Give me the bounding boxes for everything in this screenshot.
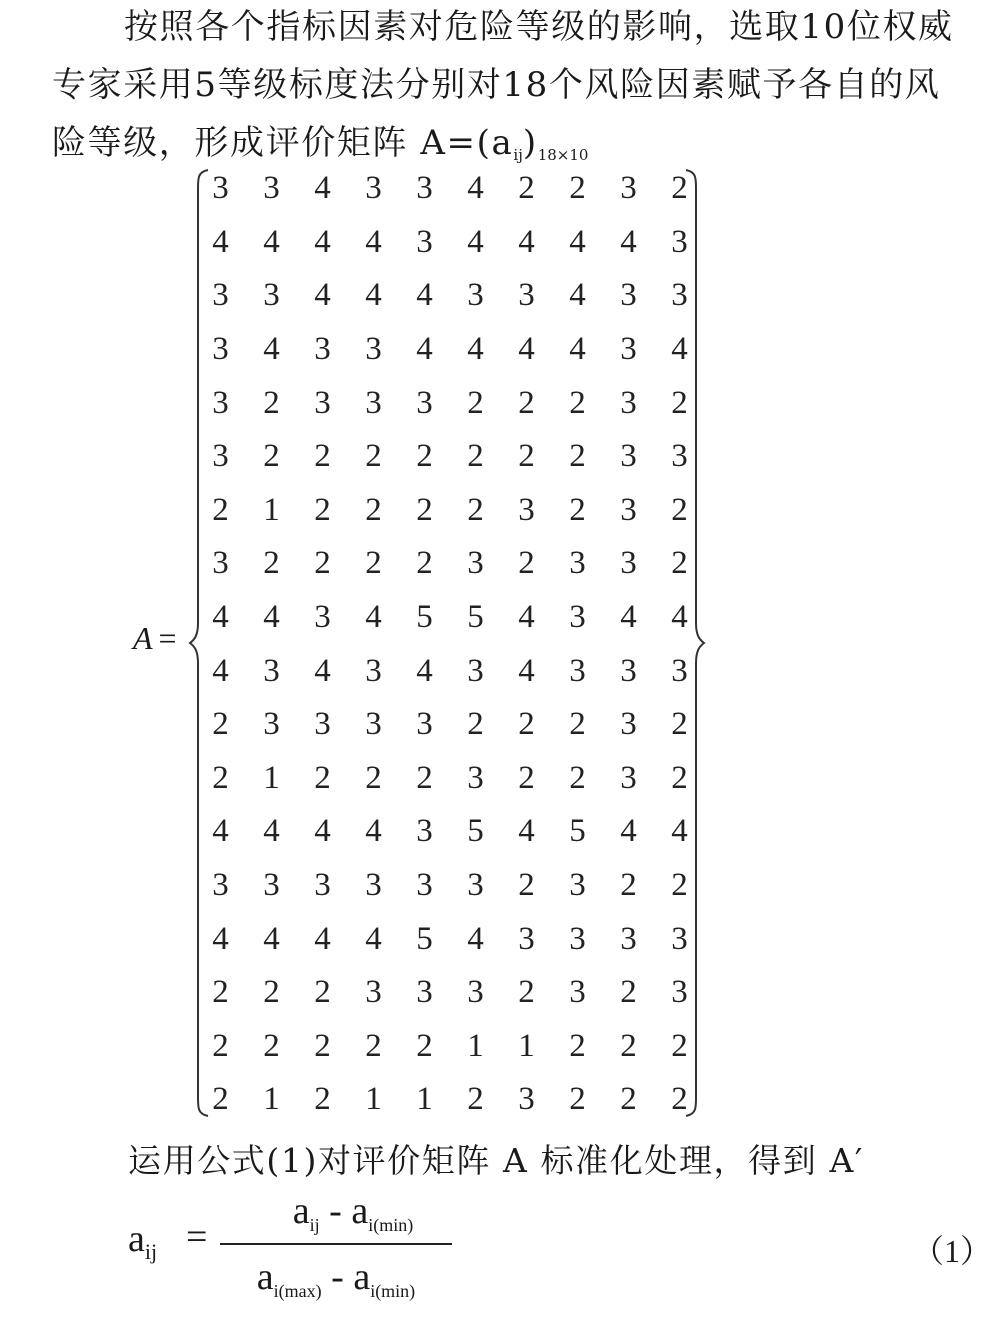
matrix-cell: 2 [263, 384, 280, 421]
matrix-cell: 3 [620, 331, 637, 368]
den-minus: - [321, 1256, 354, 1298]
matrix-cell: 3 [569, 545, 586, 582]
matrix-cell: 4 [314, 813, 331, 850]
matrix-cell: 2 [365, 491, 382, 528]
matrix-row [195, 644, 705, 698]
matrix-cell: 5 [569, 813, 586, 850]
matrix-cell: 3 [263, 867, 280, 904]
matrix-cell: 2 [467, 384, 484, 421]
matrix-cell: 4 [263, 599, 280, 636]
matrix-row [195, 269, 705, 323]
matrix-cell: 3 [569, 867, 586, 904]
matrix-cell: 3 [620, 545, 637, 582]
matrix-cell: 2 [518, 706, 535, 743]
matrix-cell: 3 [365, 652, 382, 689]
matrix-cell: 2 [314, 1027, 331, 1064]
matrix-row [195, 859, 705, 913]
matrix-cell: 2 [314, 545, 331, 582]
lhs-subscript: ij [144, 1239, 158, 1264]
matrix-cell: 2 [314, 974, 331, 1011]
matrix-cell: 3 [467, 277, 484, 314]
matrix-cell: 2 [671, 867, 688, 904]
matrix-cell: 2 [518, 438, 535, 475]
matrix-row [195, 966, 705, 1020]
matrix-cell: 4 [314, 277, 331, 314]
matrix-cell: 2 [518, 867, 535, 904]
matrix-cell: 2 [467, 491, 484, 528]
matrix-cell: 3 [314, 599, 331, 636]
matrix-cell: 3 [620, 652, 637, 689]
matrix-cell: 3 [263, 277, 280, 314]
matrix-cell: 4 [620, 223, 637, 260]
matrix-body [195, 162, 705, 1127]
matrix-cell: 3 [212, 867, 229, 904]
matrix-cell: 3 [365, 867, 382, 904]
evaluation-matrix [195, 162, 705, 1127]
matrix-cell: 2 [314, 1081, 331, 1118]
matrix-cell: 2 [518, 759, 535, 796]
den-b-sub: i(min) [370, 1281, 416, 1301]
matrix-cell: 4 [212, 920, 229, 957]
matrix-cell: 3 [671, 652, 688, 689]
matrix-cell: 4 [671, 599, 688, 636]
matrix-cell: 3 [212, 384, 229, 421]
matrix-equals: = [158, 620, 177, 656]
matrix-cell: 4 [518, 331, 535, 368]
matrix-cell: 3 [620, 170, 637, 207]
matrix-cell: 3 [467, 867, 484, 904]
matrix-cell: 2 [569, 1027, 586, 1064]
matrix-cell: 3 [212, 545, 229, 582]
matrix-cell: 5 [416, 920, 433, 957]
matrix-cell: 4 [518, 652, 535, 689]
matrix-cell: 4 [365, 277, 382, 314]
matrix-cell: 4 [467, 920, 484, 957]
matrix-row [195, 912, 705, 966]
matrix-cell: 3 [212, 438, 229, 475]
matrix-cell: 2 [569, 759, 586, 796]
matrix-cell: 4 [263, 813, 280, 850]
matrix-cell: 4 [569, 223, 586, 260]
matrix-cell: 3 [314, 384, 331, 421]
matrix-cell: 3 [620, 438, 637, 475]
matrix-cell: 3 [620, 491, 637, 528]
matrix-cell: 2 [212, 1027, 229, 1064]
matrix-cell: 3 [620, 759, 637, 796]
matrix-cell: 2 [263, 545, 280, 582]
matrix-cell: 3 [671, 438, 688, 475]
matrix-cell: 4 [263, 920, 280, 957]
matrix-cell: 2 [416, 438, 433, 475]
matrix-cell: 3 [620, 920, 637, 957]
matrix-row [195, 805, 705, 859]
matrix-cell: 4 [467, 170, 484, 207]
matrix-cell: 2 [620, 1081, 637, 1118]
matrix-cell: 2 [212, 706, 229, 743]
matrix-cell: 3 [314, 867, 331, 904]
matrix-cell: 2 [518, 170, 535, 207]
matrix-row [195, 484, 705, 538]
matrix-cell: 3 [518, 491, 535, 528]
matrix-cell: 2 [212, 974, 229, 1011]
matrix-cell: 2 [518, 384, 535, 421]
matrix-cell: 2 [671, 170, 688, 207]
matrix-cell: 4 [416, 652, 433, 689]
matrix-cell: 4 [314, 652, 331, 689]
intro-text: 按照各个指标因素对危险等级的影响，选取10位权威专家采用5等级标度法分别对18个风险因素赋予各自的风险等级，形成评价矩阵 A=(a [52, 7, 954, 163]
matrix-cell: 2 [314, 491, 331, 528]
matrix-cell: 2 [671, 1081, 688, 1118]
matrix-cell: 2 [416, 759, 433, 796]
matrix-cell: 2 [212, 1081, 229, 1118]
matrix-cell: 2 [365, 438, 382, 475]
matrix-cell: 3 [671, 277, 688, 314]
matrix-cell: 4 [263, 223, 280, 260]
matrix-cell: 2 [569, 491, 586, 528]
matrix-cell: 2 [569, 170, 586, 207]
matrix-cell: 4 [212, 813, 229, 850]
matrix-cell: 5 [467, 599, 484, 636]
formula-numerator [248, 1189, 458, 1236]
intro-subscript: ij [513, 146, 523, 164]
matrix-cell: 3 [671, 974, 688, 1011]
matrix-cell: 3 [467, 974, 484, 1011]
matrix-cell: 3 [212, 331, 229, 368]
num-b-sub: i(min) [368, 1215, 414, 1235]
matrix-cell: 4 [416, 331, 433, 368]
matrix-cell: 3 [467, 652, 484, 689]
matrix-row [195, 1020, 705, 1074]
matrix-cell: 3 [212, 170, 229, 207]
matrix-row [195, 698, 705, 752]
matrix-cell: 4 [518, 813, 535, 850]
matrix-cell: 3 [671, 920, 688, 957]
matrix-cell: 3 [416, 706, 433, 743]
matrix-cell: 4 [569, 331, 586, 368]
intro-dims: 18×10 [537, 146, 589, 164]
matrix-cell: 3 [416, 974, 433, 1011]
matrix-cell: 4 [365, 920, 382, 957]
matrix-cell: 3 [518, 920, 535, 957]
matrix-cell: 3 [518, 277, 535, 314]
matrix-cell: 3 [212, 277, 229, 314]
matrix-row [195, 323, 705, 377]
matrix-cell: 2 [671, 759, 688, 796]
matrix-cell: 2 [518, 974, 535, 1011]
den-a: a [256, 1256, 274, 1298]
matrix-row [195, 430, 705, 484]
matrix-cell: 4 [212, 652, 229, 689]
matrix-cell: 3 [416, 170, 433, 207]
den-b: a [353, 1256, 371, 1298]
formula-1 [128, 1190, 468, 1325]
matrix-cell: 5 [416, 599, 433, 636]
matrix-cell: 3 [518, 1081, 535, 1118]
matrix-cell: 2 [569, 438, 586, 475]
matrix-row [195, 162, 705, 216]
matrix-cell: 3 [314, 706, 331, 743]
matrix-cell: 2 [263, 1027, 280, 1064]
matrix-cell: 2 [263, 974, 280, 1011]
matrix-cell: 1 [263, 491, 280, 528]
matrix-cell: 4 [212, 599, 229, 636]
matrix-cell: 3 [569, 652, 586, 689]
matrix-row [195, 1073, 705, 1127]
matrix-cell: 4 [314, 170, 331, 207]
matrix-cell: 3 [416, 867, 433, 904]
matrix-cell: 3 [365, 170, 382, 207]
matrix-cell: 2 [365, 1027, 382, 1064]
matrix-row [195, 376, 705, 430]
matrix-cell: 4 [671, 813, 688, 850]
matrix-cell: 4 [314, 920, 331, 957]
matrix-cell: 3 [467, 759, 484, 796]
matrix-row [195, 537, 705, 591]
intro-paragraph [52, 0, 967, 184]
intro-close: ) [522, 123, 538, 163]
formula-denominator [220, 1255, 452, 1302]
matrix-cell: 4 [365, 223, 382, 260]
matrix-cell: 2 [671, 1027, 688, 1064]
matrix-cell: 1 [263, 1081, 280, 1118]
matrix-cell: 2 [263, 438, 280, 475]
matrix-cell: 3 [365, 706, 382, 743]
matrix-cell: 4 [467, 331, 484, 368]
matrix-cell: 3 [620, 706, 637, 743]
matrix-cell: 3 [620, 277, 637, 314]
matrix-cell: 2 [212, 759, 229, 796]
fraction-bar [220, 1243, 452, 1245]
formula-lhs [128, 1217, 157, 1265]
matrix-cell: 5 [467, 813, 484, 850]
matrix-cell: 2 [620, 1027, 637, 1064]
matrix-row [195, 752, 705, 806]
matrix-cell: 4 [365, 813, 382, 850]
matrix-cell: 4 [467, 223, 484, 260]
matrix-label [133, 620, 177, 657]
matrix-cell: 2 [671, 491, 688, 528]
matrix-cell: 2 [467, 1081, 484, 1118]
matrix-cell: 3 [416, 813, 433, 850]
matrix-cell: 2 [416, 1027, 433, 1064]
matrix-cell: 3 [620, 384, 637, 421]
matrix-row [195, 591, 705, 645]
matrix-cell: 3 [416, 384, 433, 421]
num-a: a [292, 1190, 310, 1232]
matrix-cell: 1 [416, 1081, 433, 1118]
matrix-cell: 4 [263, 331, 280, 368]
matrix-cell: 3 [671, 223, 688, 260]
matrix-cell: 3 [365, 331, 382, 368]
formula-equals: = [186, 1216, 208, 1258]
num-minus: - [319, 1190, 352, 1232]
matrix-cell: 3 [569, 599, 586, 636]
matrix-cell: 3 [365, 974, 382, 1011]
matrix-cell: 2 [671, 545, 688, 582]
matrix-cell: 3 [263, 652, 280, 689]
num-b: a [351, 1190, 369, 1232]
den-a-sub: i(max) [273, 1281, 322, 1301]
matrix-cell: 2 [569, 706, 586, 743]
matrix-cell: 4 [365, 599, 382, 636]
matrix-cell: 2 [467, 706, 484, 743]
matrix-cell: 4 [314, 223, 331, 260]
matrix-cell: 3 [569, 920, 586, 957]
lhs-base: a [128, 1218, 145, 1260]
standardize-paragraph: 运用公式(1)对评价矩阵 A 标准化处理，得到 A′ [128, 1141, 864, 1180]
matrix-cell: 3 [365, 384, 382, 421]
matrix-cell: 3 [467, 545, 484, 582]
matrix-cell: 1 [518, 1027, 535, 1064]
matrix-cell: 2 [671, 384, 688, 421]
matrix-cell: 2 [416, 491, 433, 528]
matrix-cell: 4 [620, 599, 637, 636]
matrix-cell: 4 [569, 277, 586, 314]
matrix-cell: 2 [314, 759, 331, 796]
matrix-cell: 1 [467, 1027, 484, 1064]
matrix-cell: 2 [314, 438, 331, 475]
matrix-cell: 2 [416, 545, 433, 582]
matrix-cell: 3 [263, 170, 280, 207]
matrix-cell: 2 [620, 974, 637, 1011]
matrix-cell: 3 [314, 331, 331, 368]
matrix-cell: 4 [518, 223, 535, 260]
matrix-cell: 4 [518, 599, 535, 636]
matrix-cell: 2 [365, 545, 382, 582]
matrix-cell: 3 [263, 706, 280, 743]
matrix-row [195, 216, 705, 270]
matrix-name: A [133, 620, 153, 656]
matrix-cell: 2 [671, 706, 688, 743]
num-a-sub: ij [309, 1215, 320, 1235]
matrix-cell: 2 [518, 545, 535, 582]
matrix-cell: 2 [365, 759, 382, 796]
matrix-cell: 2 [569, 384, 586, 421]
matrix-cell: 4 [620, 813, 637, 850]
matrix-cell: 3 [416, 223, 433, 260]
matrix-cell: 4 [416, 277, 433, 314]
equation-number: （1） [912, 1233, 993, 1269]
matrix-cell: 2 [620, 867, 637, 904]
matrix-cell: 4 [212, 223, 229, 260]
matrix-cell: 2 [212, 491, 229, 528]
matrix-cell: 2 [467, 438, 484, 475]
matrix-cell: 1 [263, 759, 280, 796]
matrix-cell: 3 [569, 974, 586, 1011]
matrix-cell: 4 [671, 331, 688, 368]
matrix-cell: 1 [365, 1081, 382, 1118]
matrix-cell: 2 [569, 1081, 586, 1118]
